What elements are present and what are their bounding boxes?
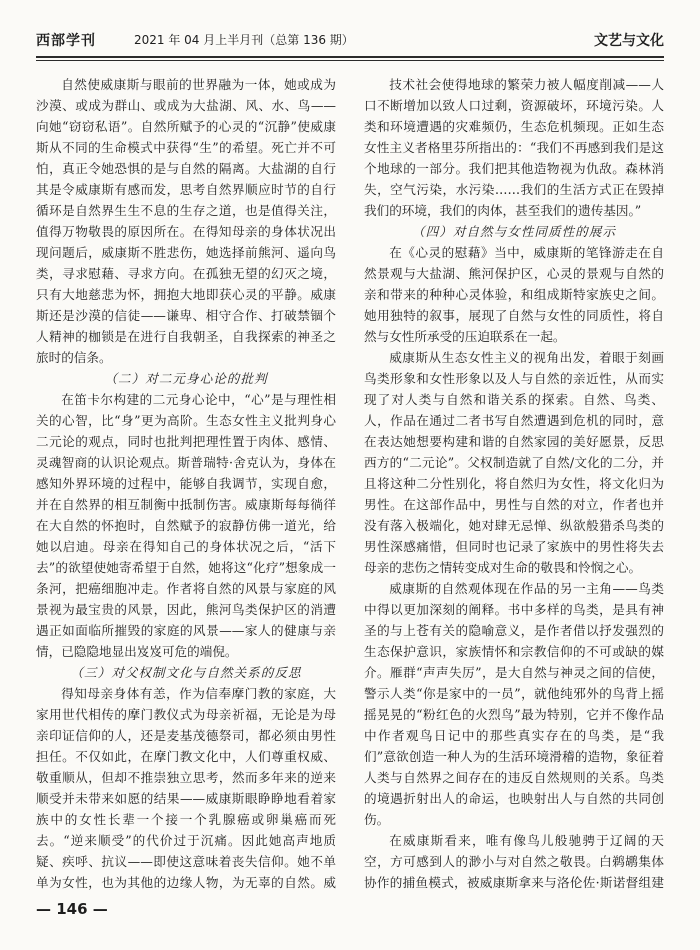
- header-rule-thick: [36, 56, 664, 58]
- paragraph: 威康斯从生态女性主义的视角出发，着眼于刻画鸟类形象和女性形象以及人与自然的亲近性，从而实现了对人类与自然和谐关系的探索。自然、鸟类、人，作品在通过二者书写自然遭遇到危机的同时，意在表达她想要构建和谐的自然家园的美好愿景，反思西方的“二元论”。父权制造就了自然/文化的二分，并且将这种二分性别化，将自然归为女性，将文化归为男性。在这部作品中，男性与自然的对立，作者也并没有落入极端化，她对肆无忌惮、纵欲般猎杀鸟类的男性深感痛惜，但同时也记录了家族中的男性将失去母亲的悲伤之情转变成对生命的敬畏和怜悯之心。: [364, 350, 664, 575]
- paragraph: 技术社会使得地球的繁荣力被人幅度削减——人口不断增加以致人口过剩，资源破坏，环境污染。人类和环境遭遇的灾难频仍，生态危机频现。正如生态女性主义者格里芬所指出的：“我们不再感到我们是这个地球的一部分。我们把其他造物视为仇敌。森林消失，空气污染，水污染……我们的生活方式正在毁掉我们的环境，我们的肉体，甚至我们的遗传基因。”: [364, 77, 664, 218]
- section-heading: （三）对父权制文化与自然关系的反思: [70, 665, 302, 680]
- running-header: [36, 30, 664, 52]
- paragraph: 在威康斯看来，唯有像鸟儿般驰骋于辽阔的天空，方可感到人的渺小与对自然之敬畏。白鹈鹕集体协作的捕鱼模式，被威康斯拿来与洛伦佐·斯诺督组建: [364, 833, 664, 890]
- journal-logo: 西部学刊: [36, 33, 96, 49]
- paragraph: 在《心灵的慰藉》当中，威康斯的笔锋游走在自然景观与大盐湖、熊河保护区，心灵的景观与自然的亲和带来的种种心灵体验，和组成斯特家族史之间。她用独特的叙事，展现了自然与女性的同质性，将自然与女性所承受的压迫联系在一起。: [364, 245, 664, 344]
- right-column: [364, 74, 664, 896]
- section-heading: （四）对自然与女性同质性的展示: [412, 224, 616, 239]
- paragraph: 自然使威康斯与眼前的世界融为一体，她或成为沙漠、或成为群山、或成为大盐湖、风、水、鸟——向她“窃窃私语”。自然所赋予的心灵的“沉静”使威康斯从不同的生命模式中获得“生”的希望。死亡并不可怕，真正令她恐惧的是与自然的隔离。大盐湖的自行其是令威康斯有感而发，思考自然界顺应时节的自行循环是自然界生生不息的生存之道，也是值得关注，值得万物敬畏的原因所在。在得知母亲的身体状况出现问题后，威康斯不胜悲伤，她选择前熊河、遥向鸟类，寻求慰藉、寻求方向。在孤独无望的幻灭之境，只有大地慈悲为怀，拥抱大地即获心灵的平静。威康斯还是沙漠的信徒——谦卑、相守合作、打破禁锢个人精神的枷锁是在进行自我朝圣，自我探索的神圣之旅时的信条。: [36, 77, 336, 365]
- paragraph: 威康斯的自然观体现在作品的另一主角——鸟类中得以更加深刻的阐释。书中多样的鸟类，是具有神圣的与上苍有关的隐喻意义，是作者借以抒发强烈的生态保护意识，家族情怀和宗教信仰的不可或缺的媒介。雁群“声声失厉”，是大自然与神灵之间的信使，警示人类“你是家中的一员”，就他纯邪外的鸟背上摇摇晃晃的“粉红色的火烈鸟”最为特别，它并不像作品中作者观鸟日记中的那些真实存在的鸟类，是“我们”意欲创造一种人为的生活环境滑稽的造物，象征着人类与自然界之间存在的违反自然规则的关系。鸟类的境遇折射出人的命运，也映射出人与自然的共同创伤。: [364, 581, 664, 827]
- paragraph: 在笛卡尔构建的二元身心论中，“心”是与理性相关的心智，比“身”更为高阶。生态女性主义批判身心二元论的观点，同时也批判把理性置于肉体、感情、灵魂智商的认识论观点。斯普瑞特·舍克认为，身体在感知外界环境的过程中，能够自我调节，实现自愈，并在自然界的相互制衡中抵制伤害。威康斯每每徜徉在大自然的怀抱时，自然赋予的寂静仿佛一道光，给她以启迪。母亲在得知自己的身体状况之后，“活下去”的欲望使她寄希望于自然，她将这“化疗”想象成一条河，把癌细胞冲走。作者将自然的风景与家庭的风景视为最宝贵的风景，因此，熊河鸟类保护区的消遭遇正如面临所摧毁的家庭的风景——家人的健康与亲情，已隐隐地显出岌岌可危的端倪。: [36, 392, 336, 659]
- section-title: 文艺与文化: [594, 33, 664, 49]
- header-rule-thin: [36, 60, 664, 61]
- page-number: — 146 —: [36, 900, 108, 918]
- left-column: [36, 74, 336, 896]
- paragraph: 得知母亲身体有恙，作为信奉摩门教的家庭，大家用世代相传的摩门教仪式为母亲祈福，无论是为母亲印证信仰的人，还是麦基茂德祭司，都必须由男性担任。不仅如此，在摩门教文化中，人们尊重权威、敬重顺从，但却不推崇独立思考，然而多年来的逆来顺受并未带来如愿的结果——威康斯眼睁睁地看着家族中的女性长辈一个接一个乳腺癌或卵巢癌而死去。“逆来顺受”的代价过于沉痛。因此她高声地质疑、疾呼、抗议——即使这意味着丧失信仰。她不单单为女性，也为其他的边缘人物，为无辜的自然。威: [36, 686, 336, 890]
- issue-info: 2021 年 04 月上半月刊（总第 136 期）: [134, 33, 354, 47]
- section-heading: （二）对二元身心论的批判: [104, 371, 268, 386]
